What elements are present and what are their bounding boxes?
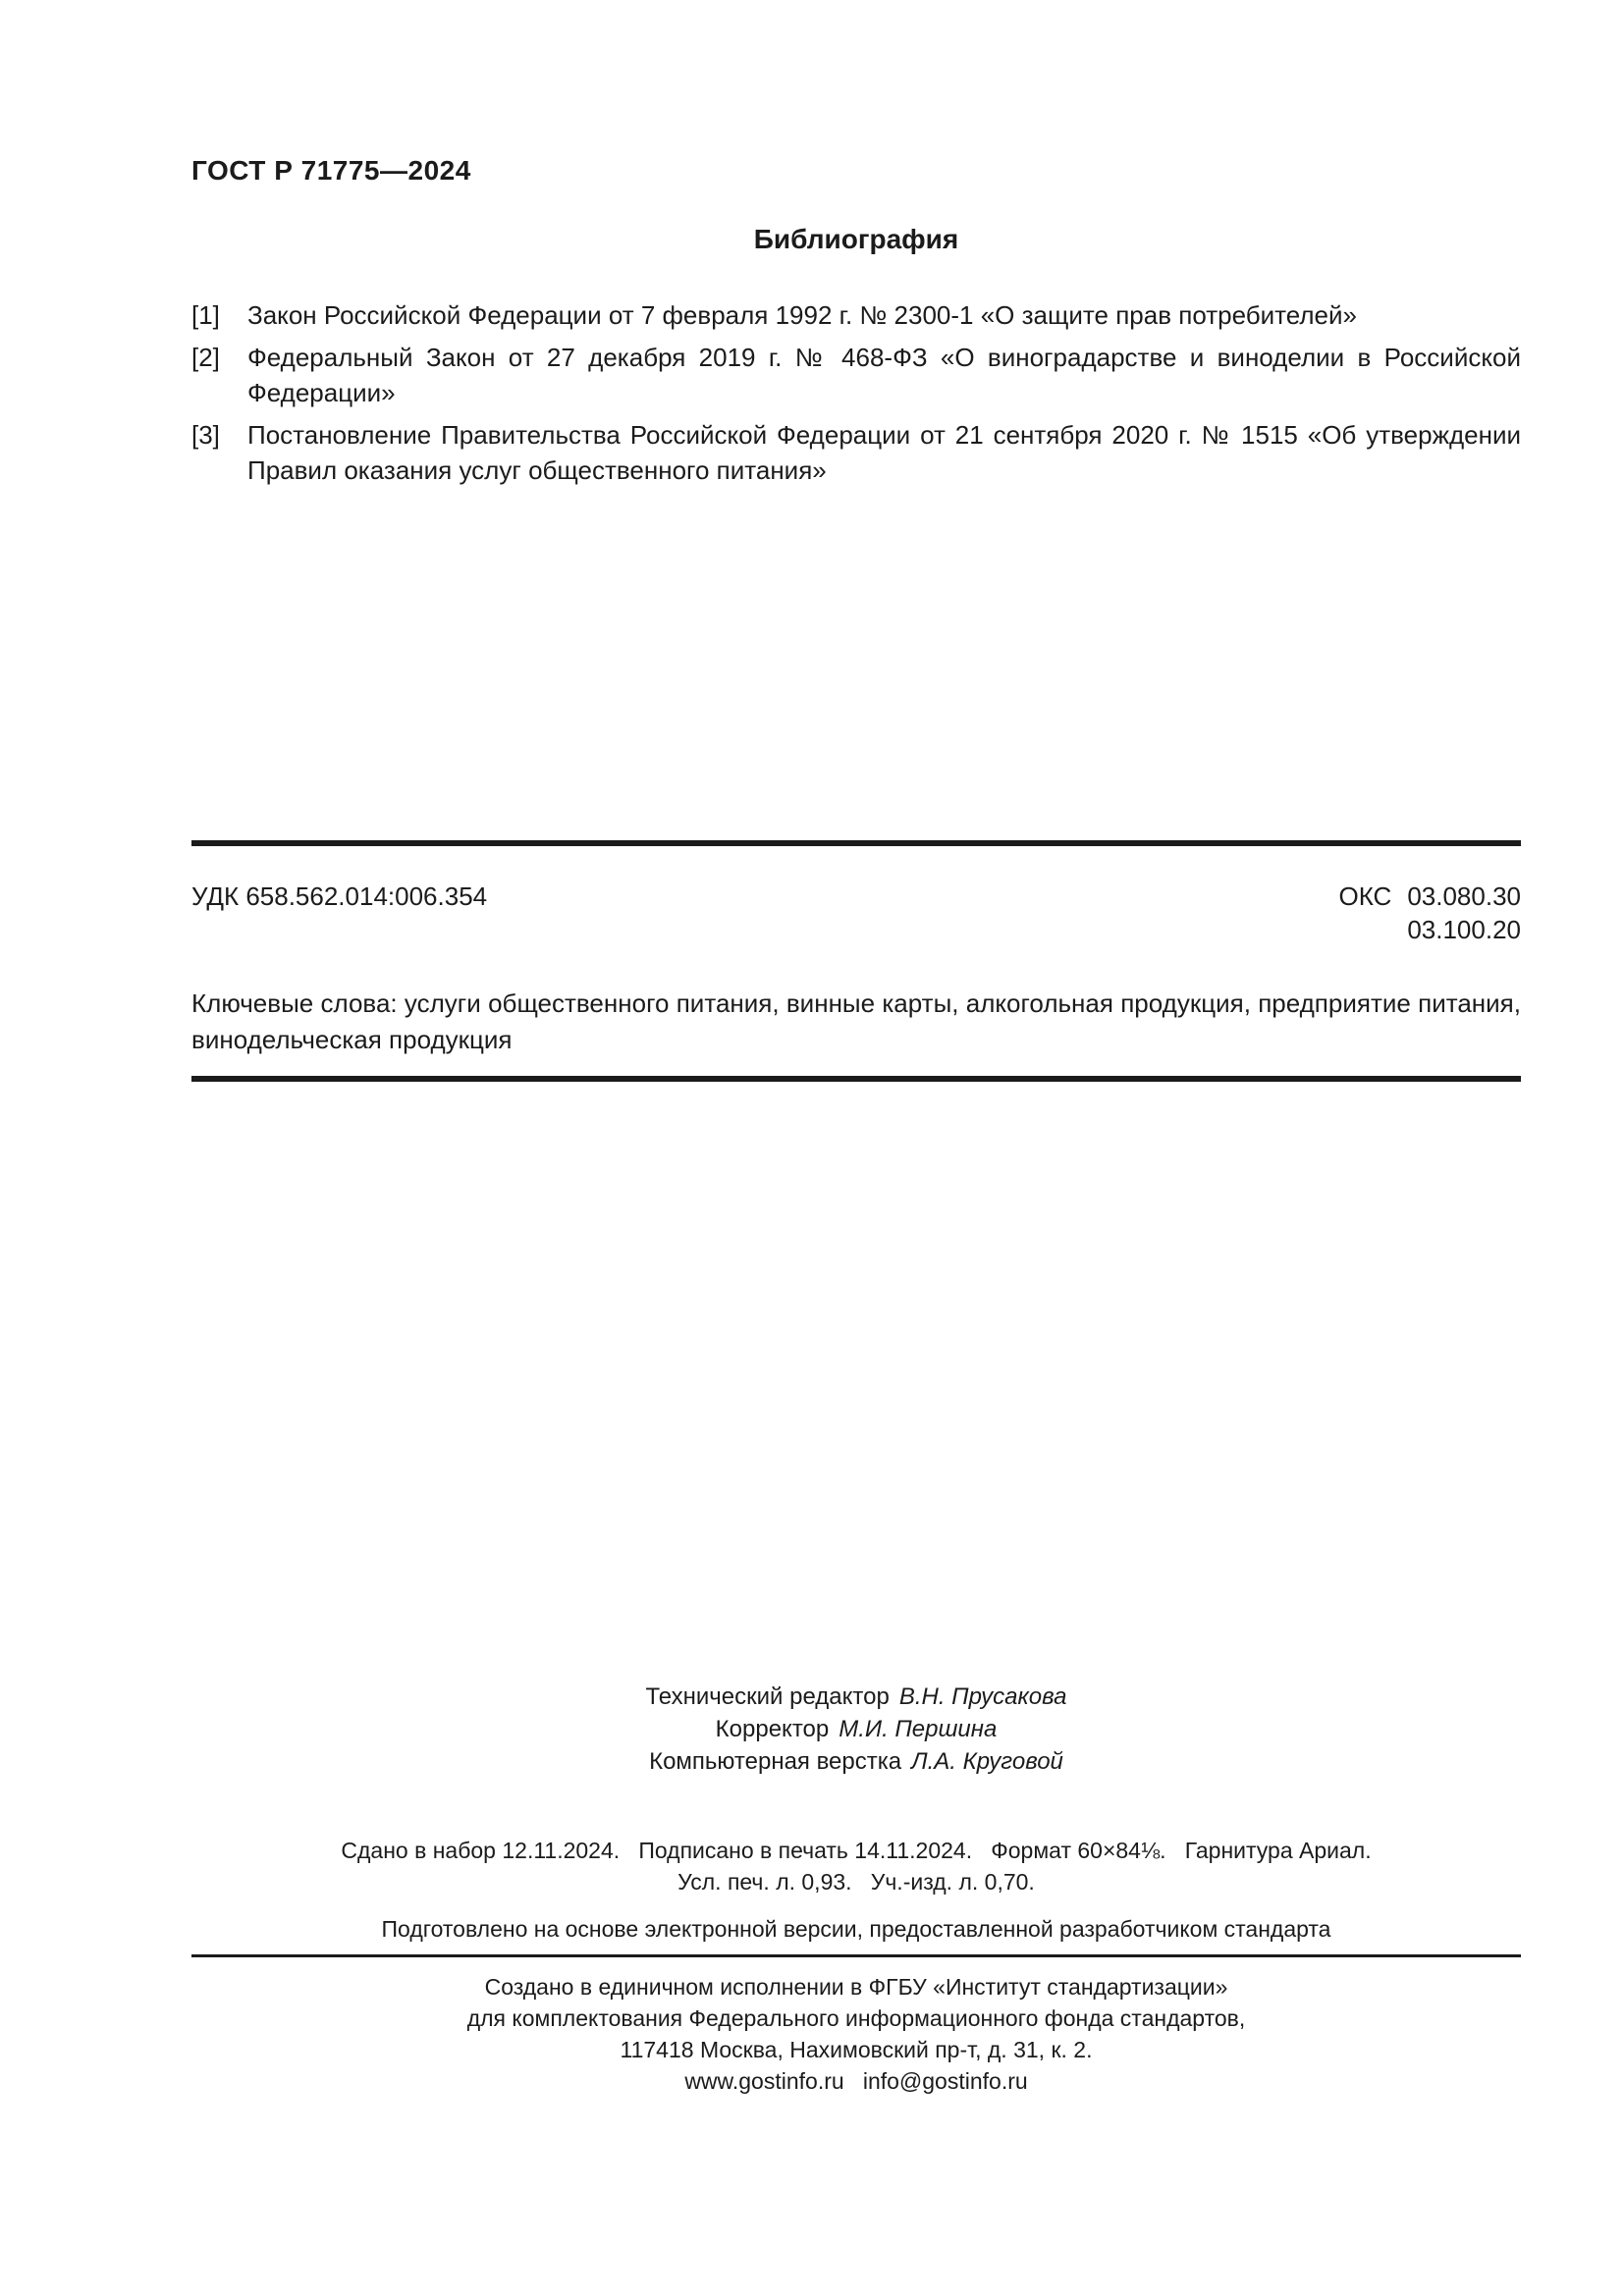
technical-editor-name: В.Н. Прусакова bbox=[898, 1683, 1067, 1710]
publisher-contacts: www.gostinfo.ru info@gostinfo.ru bbox=[684, 2068, 1028, 2094]
oks-block bbox=[1338, 880, 1521, 946]
document-code: ГОСТ Р 71775—2024 bbox=[191, 155, 471, 186]
publisher-footer bbox=[191, 1971, 1521, 2097]
horizontal-rule-top bbox=[191, 840, 1521, 846]
section-title: Библиография bbox=[753, 224, 959, 254]
corrector-line bbox=[191, 1713, 1521, 1745]
horizontal-rule-bottom bbox=[191, 1954, 1521, 1957]
corrector-label: Корректор bbox=[715, 1716, 830, 1742]
bibliography-item bbox=[191, 340, 1521, 410]
oks-code-2: 03.100.20 bbox=[1407, 915, 1521, 944]
bibliography-item-text: Федеральный Закон от 27 декабря 2019 г. № 468-ФЗ «О виноградарстве и виноделии в Российской Федерации» bbox=[247, 343, 1521, 407]
technical-editor-line bbox=[191, 1681, 1521, 1713]
corrector-name: М.И. Першина bbox=[839, 1716, 998, 1742]
print-info-line-2: Усл. печ. л. 0,93. Уч.-изд. л. 0,70. bbox=[677, 1869, 1035, 1895]
bibliography-item-text: Закон Российской Федерации от 7 февраля 1992 г. № 2300-1 «О защите прав потребителей» bbox=[247, 300, 1357, 330]
bibliography-item-number: [2] bbox=[191, 343, 220, 372]
layout-line bbox=[191, 1745, 1521, 1778]
oks-line-1 bbox=[1338, 880, 1521, 913]
bibliography-item-number: [1] bbox=[191, 300, 220, 330]
udk-code: УДК 658.562.014:006.354 bbox=[191, 881, 488, 911]
bibliography-item-text: Постановление Правительства Российской Федерации от 21 сентября 2020 г. № 1515 «Об утверждении Правил оказания услуг общественного питания» bbox=[247, 420, 1521, 485]
editors-block bbox=[191, 1681, 1521, 1778]
oks-code-1: 03.080.30 bbox=[1407, 881, 1521, 911]
bibliography-item-number: [3] bbox=[191, 420, 220, 450]
print-info-block bbox=[191, 1835, 1521, 1897]
print-info-line-1: Сдано в набор 12.11.2024. Подписано в печать 14.11.2024. Формат 60×84⅛. Гарнитура Ариал. bbox=[341, 1838, 1372, 1863]
udk-oks-row bbox=[191, 880, 1521, 946]
horizontal-rule-middle bbox=[191, 1076, 1521, 1082]
layout-label: Компьютерная верстка bbox=[649, 1748, 902, 1775]
keywords-paragraph: Ключевые слова: услуги общественного питания, винные карты, алкогольная продукция, предприятие питания, винодельческая продукция bbox=[191, 988, 1521, 1054]
oks-label: ОКС bbox=[1338, 881, 1392, 911]
layout-name: Л.А. Круговой bbox=[911, 1748, 1063, 1775]
prepared-note: Подготовлено на основе электронной версии, предоставленной разработчиком стандарта bbox=[381, 1916, 1331, 1942]
publisher-address: 117418 Москва, Нахимовский пр-т, д. 31, к. 2. bbox=[620, 2037, 1093, 2062]
publisher-line-1: Создано в единичном исполнении в ФГБУ «Институт стандартизации» bbox=[484, 1974, 1228, 2000]
publisher-line-2: для комплектования Федерального информационного фонда стандартов, bbox=[466, 2005, 1246, 2031]
bibliography-list bbox=[191, 297, 1521, 495]
bibliography-item bbox=[191, 297, 1521, 333]
technical-editor-label: Технический редактор bbox=[645, 1683, 890, 1710]
bibliography-item bbox=[191, 417, 1521, 488]
